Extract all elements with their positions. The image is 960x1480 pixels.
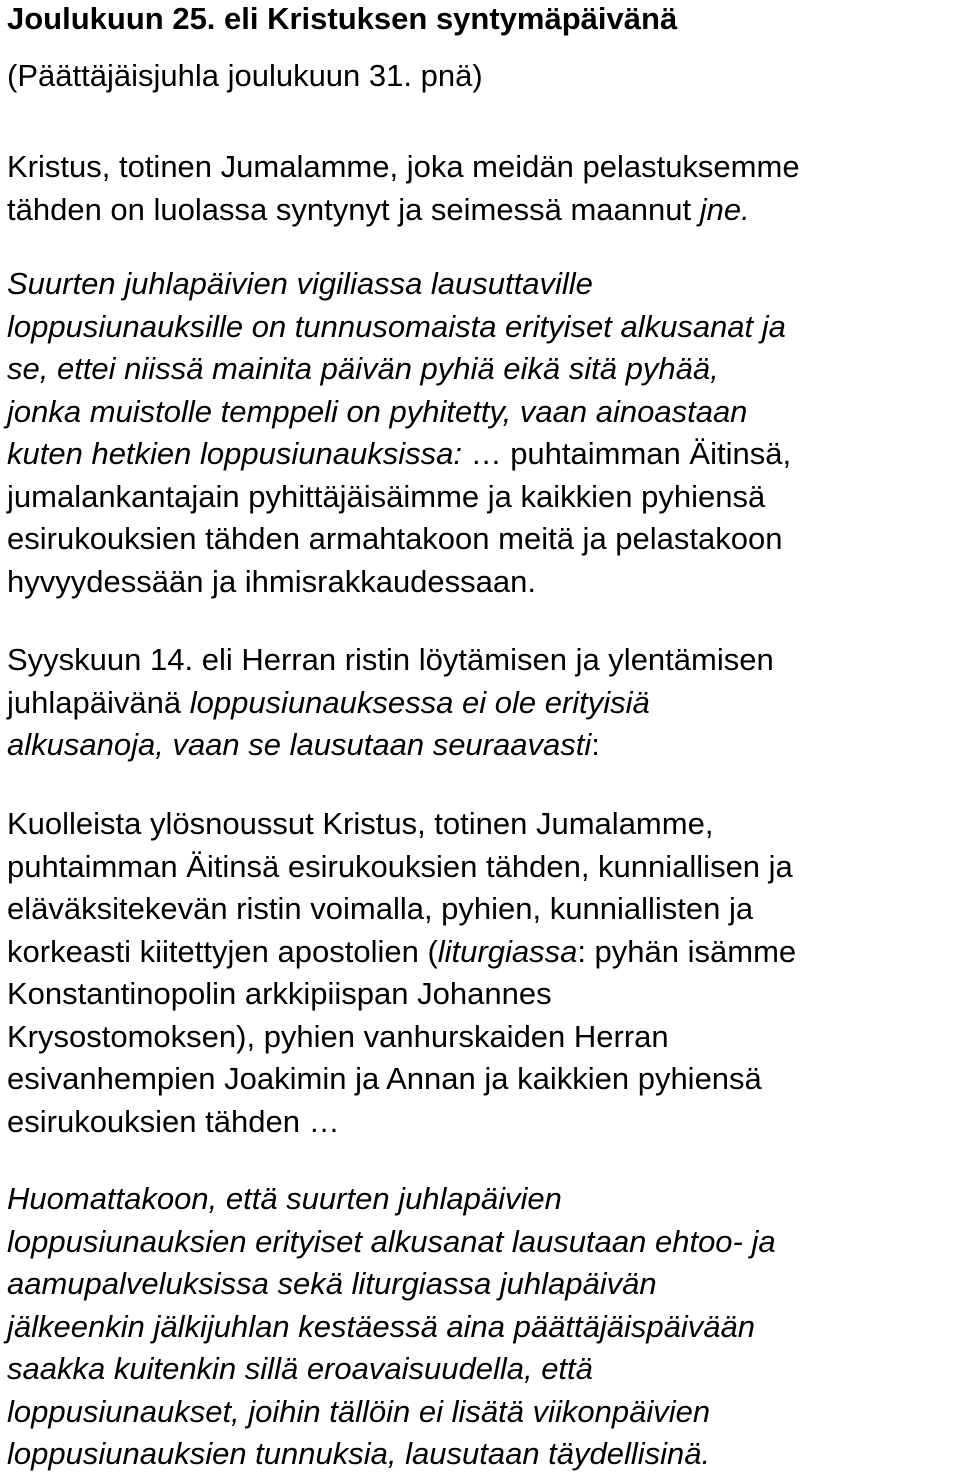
intro-line-2-etc: jne. <box>699 191 750 227</box>
september-line-3-colon: : <box>591 727 600 762</box>
dismissal-line-4-c: : pyhän isämme <box>577 933 797 969</box>
dismissal-line-5: Konstantinopolin arkkipiispan Johannes <box>7 976 552 1011</box>
vigil-line-3: se, ettei niissä mainita päivän pyhiä eikä sitä pyhää, <box>7 351 719 386</box>
september-line-2-italic: loppusiunauksessa ei ole erityisiä <box>189 684 650 720</box>
vigil-paragraph <box>7 263 957 603</box>
vigil-line-6: jumalankantajain pyhittäjäisäimme ja kaikkien pyhiensä <box>7 478 766 514</box>
dismissal-line-1: Kuolleista ylösnoussut Kristus, totinen Jumalamme, <box>7 806 714 841</box>
heading-title-paragraph <box>7 0 957 41</box>
september-line-1: Syyskuun 14. eli Herran ristin löytämisen ja ylentämisen <box>7 642 774 677</box>
september-line-2 <box>7 682 957 725</box>
note-line-2: loppusiunauksien erityiset alkusanat lausutaan ehtoo- ja <box>7 1223 776 1259</box>
intro-line-1: Kristus, totinen Jumalamme, joka meidän pelastuksemme <box>7 149 800 184</box>
dismissal-line-2: puhtaimman Äitinsä esirukouksien tähden, kunniallisen ja <box>7 848 793 884</box>
vigil-line-5-italic: kuten hetkien loppusiunauksissa: <box>7 436 462 471</box>
intro-paragraph <box>7 146 957 231</box>
vigil-line-2: loppusiunauksille on tunnusomaista erityiset alkusanat ja <box>7 308 786 344</box>
vigil-line-1: Suurten juhlapäivien vigiliassa lausuttaville <box>7 266 593 301</box>
september-line-3-italic: alkusanoja, vaan se lausutaan seuraavasti <box>7 727 592 762</box>
vigil-line-5 <box>7 433 957 476</box>
note-line-5: saakka kuitenkin sillä eroavaisuudella, että <box>7 1351 593 1386</box>
note-line-3: aamupalveluksissa sekä liturgiassa juhlapäivän <box>7 1266 657 1301</box>
note-line-1: Huomattakoon, että suurten juhlapäivien <box>7 1181 562 1216</box>
heading-title: Joulukuun 25. eli Kristuksen syntymäpäivänä <box>7 1 678 36</box>
note-paragraph <box>7 1178 957 1476</box>
september-line-3 <box>7 724 957 767</box>
vigil-line-4: jonka muistolle temppeli on pyhitetty, vaan ainoastaan <box>7 393 748 429</box>
dismissal-line-7: esivanhempien Joakimin ja Annan ja kaikkien pyhiensä <box>7 1061 762 1096</box>
dismissal-line-4 <box>7 931 957 974</box>
vigil-line-5-regular: … puhtaimman Äitinsä, <box>461 436 792 471</box>
intro-line-2 <box>7 189 957 232</box>
heading-subtitle-paragraph <box>7 55 957 98</box>
dismissal-paragraph <box>7 803 957 1143</box>
vigil-line-7: esirukouksien tähden armahtakoon meitä ja pelastakoon <box>7 521 783 556</box>
heading-subtitle: (Päättäjäisjuhla joulukuun 31. pnä) <box>7 58 483 93</box>
dismissal-line-3: eläväksitekevän ristin voimalla, pyhien, kunniallisten ja <box>7 891 754 926</box>
note-line-4: jälkeenkin jälkijuhlan kestäessä aina päättäjäispäivään <box>7 1308 755 1344</box>
note-line-6: loppusiunaukset, joihin tällöin ei lisätä viikonpäivien <box>7 1393 711 1429</box>
dismissal-line-6: Krysostomoksen), pyhien vanhurskaiden Herran <box>7 1018 669 1054</box>
note-line-7: loppusiunauksien tunnuksia, lausutaan täydellisinä. <box>7 1436 711 1471</box>
dismissal-line-8: esirukouksien tähden … <box>7 1103 340 1139</box>
dismissal-line-4-a: korkeasti kiitettyjen apostolien ( <box>7 933 438 969</box>
september-paragraph <box>7 639 957 767</box>
dismissal-line-4-italic: liturgiassa <box>437 933 578 969</box>
september-line-2-regular: juhlapäivänä <box>7 684 190 720</box>
vigil-line-8: hyvyydessään ja ihmisrakkaudessaan. <box>7 563 536 599</box>
intro-line-2-text: tähden on luolassa syntynyt ja seimessä maannut <box>7 191 700 227</box>
